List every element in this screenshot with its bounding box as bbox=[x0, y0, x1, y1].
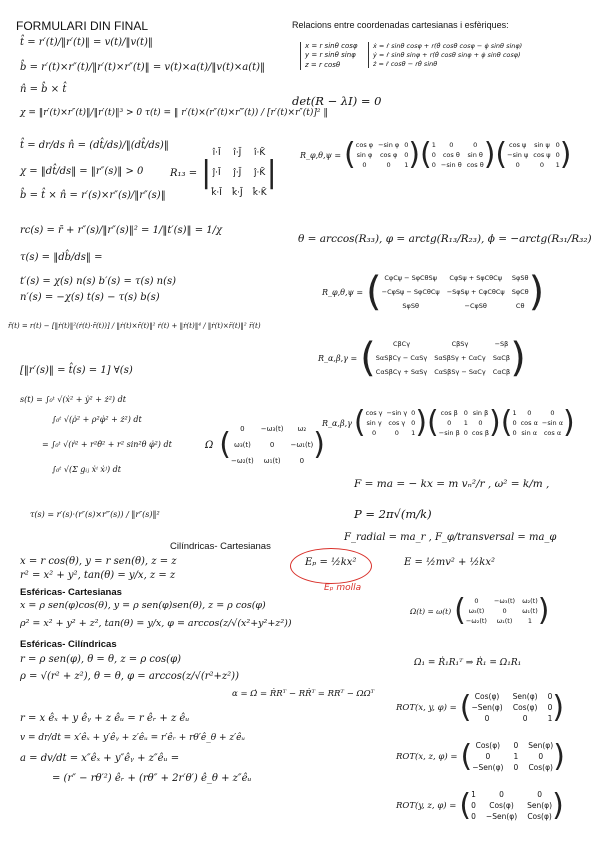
r13-label: R₁₃ = bbox=[170, 167, 198, 179]
matrix-cell: CαCβ bbox=[492, 368, 511, 376]
spherical-cartesian-eq-2: ρ² = x² + y² + z², tan(θ) = y/x, φ = arccos(z/√(x²+y²+z²)) bbox=[20, 618, 292, 629]
matrix-cell: 0 bbox=[547, 703, 553, 712]
matrix-cell: −Sβ bbox=[494, 340, 509, 348]
acceleration-polar-eq: = (r″ − rθ′²) êᵣ + (rθ″ + 2r′θ′) ê_θ + z″êᵤ bbox=[52, 773, 252, 784]
matrix-cell: cos φ bbox=[379, 151, 398, 159]
left-bracket: ( bbox=[366, 269, 382, 315]
matrix-cell: −ω₁(t) bbox=[290, 441, 314, 449]
matrix-cell: −ω₂(t) bbox=[231, 457, 254, 465]
omega-matrix bbox=[205, 425, 325, 465]
matrix-cell: sin β bbox=[472, 409, 489, 417]
system-line: x = r sinθ cosφ bbox=[305, 42, 358, 50]
matrix-cell: −sin ψ bbox=[507, 151, 529, 159]
unit-tangent-eq: t̂ = r′(t)/‖r′(t)‖ = v(t)/‖v(t)‖ bbox=[20, 37, 153, 48]
eigenvalue-eq: det(R − λI) = 0 bbox=[292, 94, 382, 108]
right-bracket: ) bbox=[510, 335, 526, 381]
left-bracket: | bbox=[201, 155, 212, 190]
period-eq: P = 2π√(m/k) bbox=[354, 507, 432, 521]
matrix-cell: î·J̄ bbox=[233, 148, 242, 158]
cylindrical-eq-1: x = r cos(θ), y = r sen(θ), z = z bbox=[20, 556, 177, 567]
matrix-cell: k̂·Ī bbox=[211, 188, 222, 198]
left-bracket: ( bbox=[459, 689, 472, 725]
right-bracket: ) bbox=[563, 405, 575, 440]
right-bracket: ) bbox=[483, 137, 496, 172]
right-bracket: ) bbox=[489, 405, 501, 440]
matrix-cell: 0 bbox=[447, 419, 452, 427]
rotation-product-4 bbox=[322, 405, 575, 440]
matrix-cell: cos β bbox=[471, 429, 490, 437]
binormal-arclength-eq: b̂ = t̂ × n̂ = r′(s)×r″(s)/‖r″(s)‖ bbox=[20, 190, 166, 201]
system-line: ẏ = ṙ sinθ sinφ + r(θ̇ cosθ sinφ + φ̇ sinθ cosφ) bbox=[373, 50, 521, 59]
matrix-cell: −ω₂(t) bbox=[465, 617, 487, 625]
matrix-cell: î·K̄ bbox=[254, 148, 266, 158]
binormal-eq: b̂ = r′(t)×r″(t)/‖r′(t)×r″(t)‖ = v(t)×a(t)/‖v(t)×a(t)‖ bbox=[20, 62, 266, 73]
system-line: ż = ṙ cosθ − rθ̇ sinθ bbox=[373, 59, 438, 68]
matrix-cell: 0 bbox=[404, 141, 409, 149]
matrix-cell: cos ψ bbox=[533, 151, 551, 159]
matrix-cell: CαSβCγ + SαSγ bbox=[375, 368, 428, 376]
arclength-cart-eq: s(t) = ∫₀ᵗ √(ẋ² + ẏ² + ż²) dt bbox=[20, 395, 126, 404]
center-curvature-eq: rc(s) = r̄ + r″(s)/‖r″(s)‖² = 1/‖t′(s)‖ = 1/χ bbox=[20, 225, 223, 236]
matrix-cell: 0 bbox=[411, 419, 416, 427]
r13-matrix bbox=[170, 148, 277, 198]
matrix-cell: ω₂(t) bbox=[522, 597, 538, 605]
matrix-cell: CβCγ bbox=[392, 340, 411, 348]
potential-energy-eq: Eₚ = ½kx² bbox=[305, 557, 357, 568]
matrix-cell: Cos(φ) bbox=[528, 763, 553, 772]
matrix-cell: cos γ bbox=[365, 409, 383, 417]
matrix-cell: 0 bbox=[372, 429, 377, 437]
rot-label: ROT(x, y, φ) = bbox=[396, 702, 457, 713]
right-bracket: ) bbox=[313, 427, 325, 462]
matrix-cell: cos β bbox=[440, 409, 458, 417]
matrix-cell: 0 bbox=[512, 429, 517, 437]
matrix-cell: Cos(φ) bbox=[475, 741, 501, 750]
left-bracket: ( bbox=[353, 405, 366, 440]
matrix-cell: Sen(φ) bbox=[512, 692, 538, 701]
arclength-sph-eq: = ∫₀ᵗ √(ṙ² + r²θ̇² + r² sin²θ φ̇²) dt bbox=[42, 440, 172, 449]
normal-eq: n̂ = b̂ × t̂ bbox=[20, 84, 67, 95]
arclength-cyl-eq: ∫₀ᵗ √(ρ̇² + ρ²φ̇² + ż²) dt bbox=[52, 415, 142, 424]
matrix-cell: 0 bbox=[550, 409, 555, 417]
arclength-metric-eq: ∫₀ᵗ √(Σ gᵢⱼ ẋⁱ ẋʲ) dt bbox=[52, 465, 121, 474]
matrix-cell: 1 bbox=[555, 161, 560, 169]
matrix-cell: 0 bbox=[527, 409, 532, 417]
matrix-cell: −Sen(φ) bbox=[485, 812, 518, 821]
matrix-cell: 1 bbox=[431, 141, 436, 149]
total-energy-eq: E = ½mv² + ½kx² bbox=[404, 557, 496, 568]
matrix-cell: k̂·K̄ bbox=[252, 188, 267, 198]
rotation-label: R_α,β,γ bbox=[322, 418, 352, 428]
matrix-cell: SφSθ bbox=[402, 302, 419, 310]
matrix-cell: 0 bbox=[386, 161, 391, 169]
matrix-cell: ĵ·Ī bbox=[212, 168, 221, 178]
matrix-cell: 0 bbox=[502, 607, 507, 615]
right-bracket: | bbox=[266, 155, 277, 190]
frenet-n-eq: n′(s) = −χ(s) t(s) − τ(s) b(s) bbox=[20, 292, 160, 303]
matrix-cell: 0 bbox=[404, 151, 409, 159]
spherical-cylindrical-header: Esféricas- Cilíndricas bbox=[20, 639, 117, 650]
matrix-cell: Cθ bbox=[515, 302, 525, 310]
matrix-cell: 0 bbox=[473, 141, 478, 149]
spherical-cylindrical-eq-2: ρ = √(r² + z²), θ = θ, φ = arccos(z/√(r²+z²)) bbox=[20, 671, 239, 682]
euler-angles-eq: θ = arccos(R₃₃), φ = arctg(R₁₃/R₂₃), ϕ = −arctg(R₃₁/R₃₂) bbox=[298, 233, 592, 245]
red-handwritten-note: Eₚ molla bbox=[324, 583, 362, 593]
matrix-cell: k̂·J̄ bbox=[231, 188, 243, 198]
rot-xy-matrix bbox=[396, 689, 565, 725]
matrix-cell: ω₁(t) bbox=[522, 607, 538, 615]
left-bracket: ( bbox=[344, 137, 356, 172]
spherical-cylindrical-eq-1: r = ρ sen(φ), θ = θ, z = ρ cos(φ) bbox=[20, 654, 181, 665]
matrix-cell: Sen(φ) bbox=[528, 741, 554, 750]
rotation-label: R_φ,θ,ψ = bbox=[300, 150, 342, 160]
spherical-velocity-system bbox=[368, 42, 522, 68]
matrix-cell: sin θ bbox=[467, 151, 483, 159]
matrix-cell: 0 bbox=[539, 161, 544, 169]
matrix-cell: 0 bbox=[513, 763, 519, 772]
matrix-cell: ĵ·K̄ bbox=[254, 168, 266, 178]
rotation-matrix-3 bbox=[318, 335, 526, 381]
matrix-cell: cos ψ bbox=[509, 141, 527, 149]
spherical-cartesian-header: Esféricas- Cartesianas bbox=[20, 587, 122, 598]
right-bracket: ) bbox=[553, 738, 565, 774]
matrix-cell: 0 bbox=[463, 429, 468, 437]
cylindrical-eq-2: r² = x² + y², tan(θ) = y/x, z = z bbox=[20, 570, 176, 581]
matrix-cell: ĵ·J̄ bbox=[233, 168, 242, 178]
matrix-cell: 0 bbox=[299, 457, 305, 465]
curvature-torsion-eq: χ = ‖r′(t)×r″(t)‖/‖r′(t)‖³ > 0 τ(t) = ‖ r′(t)×(r″(t)×r‴(t)) / [r′(t)×r″(t)]² ‖ bbox=[20, 108, 328, 118]
matrix-cell: cos γ bbox=[388, 419, 406, 427]
velocity-eq: v = dr/dt = x′êₓ + y′êᵧ + z′êᵤ = r′êᵣ + rθ′ê_θ + z′êᵤ bbox=[20, 733, 246, 743]
matrix-cell: SφSθ bbox=[511, 274, 529, 282]
matrix-cell: sin γ bbox=[366, 419, 382, 427]
matrix-cell: −Sen(φ) bbox=[472, 763, 504, 772]
acceleration-eq: a = dv/dt = x″êₓ + y″êᵧ + z″êᵤ = bbox=[20, 753, 180, 764]
matrix-cell: 0 bbox=[474, 597, 479, 605]
matrix-cell: Cos(φ) bbox=[527, 812, 552, 821]
matrix-cell: 0 bbox=[449, 141, 454, 149]
center-formula-eq: r̄(t) = r(t) − [‖ṙ(t)‖²(ṙ(t)·r̈(t))] / ‖ṙ(t)×r̈(t)‖² ṙ(t) + ‖ṙ(t)‖⁴ / ‖ṙ(t)×r̈(t)‖² r̈(t) bbox=[8, 322, 261, 330]
matrix-cell: 0 bbox=[471, 812, 476, 821]
cylindrical-header: Cilíndricas- Cartesianas bbox=[170, 541, 271, 552]
matrix-cell: ω₁(t) bbox=[263, 457, 281, 465]
right-bracket: ) bbox=[552, 689, 565, 725]
spherical-position-system bbox=[300, 42, 358, 70]
omega-label: Ω(t) = ω(t) bbox=[410, 606, 452, 616]
unit-speed-eq: [‖r′(s)‖ = t̂(s) = 1] ∀(s) bbox=[20, 365, 133, 376]
matrix-cell: 1 bbox=[404, 161, 409, 169]
matrix-cell: 0 bbox=[269, 441, 275, 449]
left-bracket: ( bbox=[459, 787, 472, 823]
matrix-cell: −CφSθ bbox=[464, 302, 487, 310]
rotation-label: R_α,β,γ = bbox=[318, 353, 358, 363]
matrix-cell: 1 bbox=[512, 409, 517, 417]
omega-relation-eq: Ω₁ = Ṙ₁R₁ᵀ ⇒ Ṙ₁ = Ω₁R₁ bbox=[414, 658, 522, 668]
curvature-arclength-eq: χ = ‖dt̂/ds‖ = ‖r″(s)‖ > 0 bbox=[20, 166, 144, 177]
angular-acceleration-eq: α = Ω̇ = ṘRᵀ − RṘᵀ = RRᵀ − ΩΩᵀ bbox=[232, 689, 375, 699]
matrix-cell: CαSβSγ − SαCγ bbox=[434, 368, 486, 376]
matrix-cell: 1 bbox=[513, 752, 519, 761]
rotation-matrix-2 bbox=[322, 269, 545, 315]
right-bracket: ) bbox=[528, 269, 545, 315]
left-bracket: ( bbox=[420, 137, 432, 172]
rot-xz-matrix bbox=[396, 738, 565, 774]
matrix-cell: sin α bbox=[521, 429, 538, 437]
system-line: z = r cosθ bbox=[305, 60, 341, 69]
system-line: ẋ = ṙ sinθ cosφ + r(θ̇ cosθ cosφ − φ̇ sinθ sinφ) bbox=[373, 42, 523, 50]
matrix-cell: cos θ bbox=[442, 151, 460, 159]
rotation-product-1 bbox=[300, 137, 572, 172]
matrix-cell: −sin θ bbox=[440, 161, 462, 169]
rot-label: ROT(y, z, φ) = bbox=[396, 800, 457, 811]
matrix-cell: 0 bbox=[485, 752, 491, 761]
matrix-cell: 0 bbox=[538, 752, 544, 761]
matrix-cell: 0 bbox=[555, 151, 560, 159]
matrix-cell: SαSβCγ − CαSγ bbox=[375, 354, 428, 362]
torsion-arclength-eq: τ(s) = ‖db̂/ds‖ = bbox=[20, 252, 103, 263]
right-bracket: ) bbox=[408, 137, 421, 172]
tangent-arclength-eq: t̂ = dr/ds n̂ = (dt̂/ds)/‖(dt̂/ds)‖ bbox=[20, 140, 169, 151]
matrix-cell: CφCψ − SφCθSψ bbox=[384, 274, 437, 282]
left-bracket: ( bbox=[427, 405, 439, 440]
matrix-cell: 1 bbox=[471, 790, 476, 799]
matrix-cell: 1 bbox=[547, 714, 553, 723]
matrix-cell: 0 bbox=[240, 425, 245, 433]
left-bracket: ( bbox=[454, 593, 466, 628]
left-bracket: ( bbox=[460, 738, 473, 774]
rot-yz-matrix bbox=[396, 787, 564, 823]
matrix-cell: ω₃(t) bbox=[468, 607, 485, 615]
matrix-cell: 0 bbox=[499, 790, 504, 799]
matrix-cell: 0 bbox=[362, 161, 367, 169]
matrix-cell: 1 bbox=[411, 429, 416, 437]
hooke-law-eq: F = ma = − kx = m vₙ²/r , ω² = k/m , bbox=[354, 478, 550, 490]
matrix-cell: Cos(φ) bbox=[512, 703, 538, 712]
matrix-cell: Sen(φ) bbox=[527, 801, 553, 810]
matrix-cell: −ω₃(t) bbox=[260, 425, 284, 433]
radial-force-eq: F_radial = ma_r , F_φ/transversal = ma_φ bbox=[344, 532, 557, 543]
matrix-cell: ω₃(t) bbox=[233, 441, 251, 449]
matrix-cell: 0 bbox=[463, 409, 468, 417]
left-bracket: ( bbox=[495, 137, 508, 172]
matrix-cell: cos α bbox=[543, 429, 562, 437]
matrix-cell: 0 bbox=[394, 429, 399, 437]
matrix-cell: 0 bbox=[478, 419, 483, 427]
page-title: FORMULARI DIN FINAL bbox=[16, 19, 149, 33]
matrix-cell: CβSγ bbox=[451, 340, 469, 348]
matrix-cell: 0 bbox=[515, 161, 520, 169]
section-title-spherical: Relacions entre coordenadas cartesianas i esfèriques: bbox=[292, 20, 509, 30]
rot-label: ROT(x, z, φ) = bbox=[396, 751, 458, 762]
matrix-cell: cos θ bbox=[466, 161, 484, 169]
matrix-cell: SφCθ bbox=[511, 288, 529, 296]
matrix-cell: CφSψ + SφCθCψ bbox=[449, 274, 502, 282]
matrix-cell: 0 bbox=[411, 409, 416, 417]
matrix-cell: Cos(φ) bbox=[489, 801, 514, 810]
matrix-cell: 1 bbox=[463, 419, 468, 427]
matrix-cell: −Sen(φ) bbox=[471, 703, 503, 712]
matrix-cell: −sin β bbox=[438, 429, 460, 437]
matrix-cell: −sin α bbox=[541, 419, 564, 427]
spherical-cartesian-eq-1: x = ρ sen(φ)cos(θ), y = ρ sen(φ)sen(θ), z = ρ cos(φ) bbox=[20, 600, 266, 611]
matrix-cell: ω₂ bbox=[297, 425, 307, 433]
matrix-cell: 0 bbox=[471, 801, 476, 810]
omega-label: Ω bbox=[205, 439, 214, 451]
matrix-cell: cos α bbox=[520, 419, 538, 427]
matrix-cell: Cos(φ) bbox=[474, 692, 500, 701]
matrix-cell: 0 bbox=[513, 741, 519, 750]
matrix-cell: 0 bbox=[484, 714, 490, 723]
matrix-cell: 0 bbox=[431, 151, 436, 159]
matrix-cell: −sin γ bbox=[386, 409, 408, 417]
system-line: y = r sinθ sinφ bbox=[305, 51, 356, 60]
right-bracket: ) bbox=[537, 593, 550, 628]
left-bracket: ( bbox=[360, 335, 376, 381]
torsion-formula-eq: τ(s) = r′(s)·(r″(s)×r‴(s)) / ‖r″(s)‖² bbox=[30, 510, 160, 519]
matrix-cell: 0 bbox=[522, 714, 528, 723]
matrix-cell: −SφSψ + CφCθCψ bbox=[446, 288, 505, 296]
omega-matrix-2 bbox=[410, 593, 550, 628]
matrix-cell: SαCβ bbox=[492, 354, 510, 362]
matrix-cell: 0 bbox=[547, 692, 553, 701]
matrix-cell: SαSβSγ + CαCγ bbox=[434, 354, 486, 362]
matrix-cell: î·Ī bbox=[212, 148, 221, 158]
matrix-cell: −sin φ bbox=[378, 141, 400, 149]
left-bracket: ( bbox=[219, 427, 232, 462]
right-bracket: ) bbox=[415, 405, 428, 440]
matrix-cell: 1 bbox=[527, 617, 532, 625]
matrix-cell: cos φ bbox=[355, 141, 374, 149]
matrix-cell: 0 bbox=[537, 790, 542, 799]
matrix-cell: −CφSψ − SφCθCψ bbox=[381, 288, 440, 296]
matrix-cell: sin ψ bbox=[534, 141, 550, 149]
matrix-cell: 0 bbox=[512, 419, 517, 427]
right-bracket: ) bbox=[559, 137, 572, 172]
rotation-label: R_φ,θ,ψ = bbox=[322, 287, 364, 297]
matrix-cell: −ω₃(t) bbox=[493, 597, 516, 605]
left-bracket: ( bbox=[500, 405, 513, 440]
matrix-cell: 0 bbox=[555, 141, 560, 149]
right-bracket: ) bbox=[552, 787, 564, 823]
position-eq: r = x êₓ + y êᵧ + z êᵤ = r êᵣ + z êᵤ bbox=[20, 713, 190, 724]
matrix-cell: sin φ bbox=[356, 151, 373, 159]
matrix-cell: 0 bbox=[431, 161, 436, 169]
frenet-tb-eq: t′(s) = χ(s) n(s) b′(s) = τ(s) n(s) bbox=[20, 276, 177, 287]
matrix-cell: ω₁(t) bbox=[496, 617, 513, 625]
